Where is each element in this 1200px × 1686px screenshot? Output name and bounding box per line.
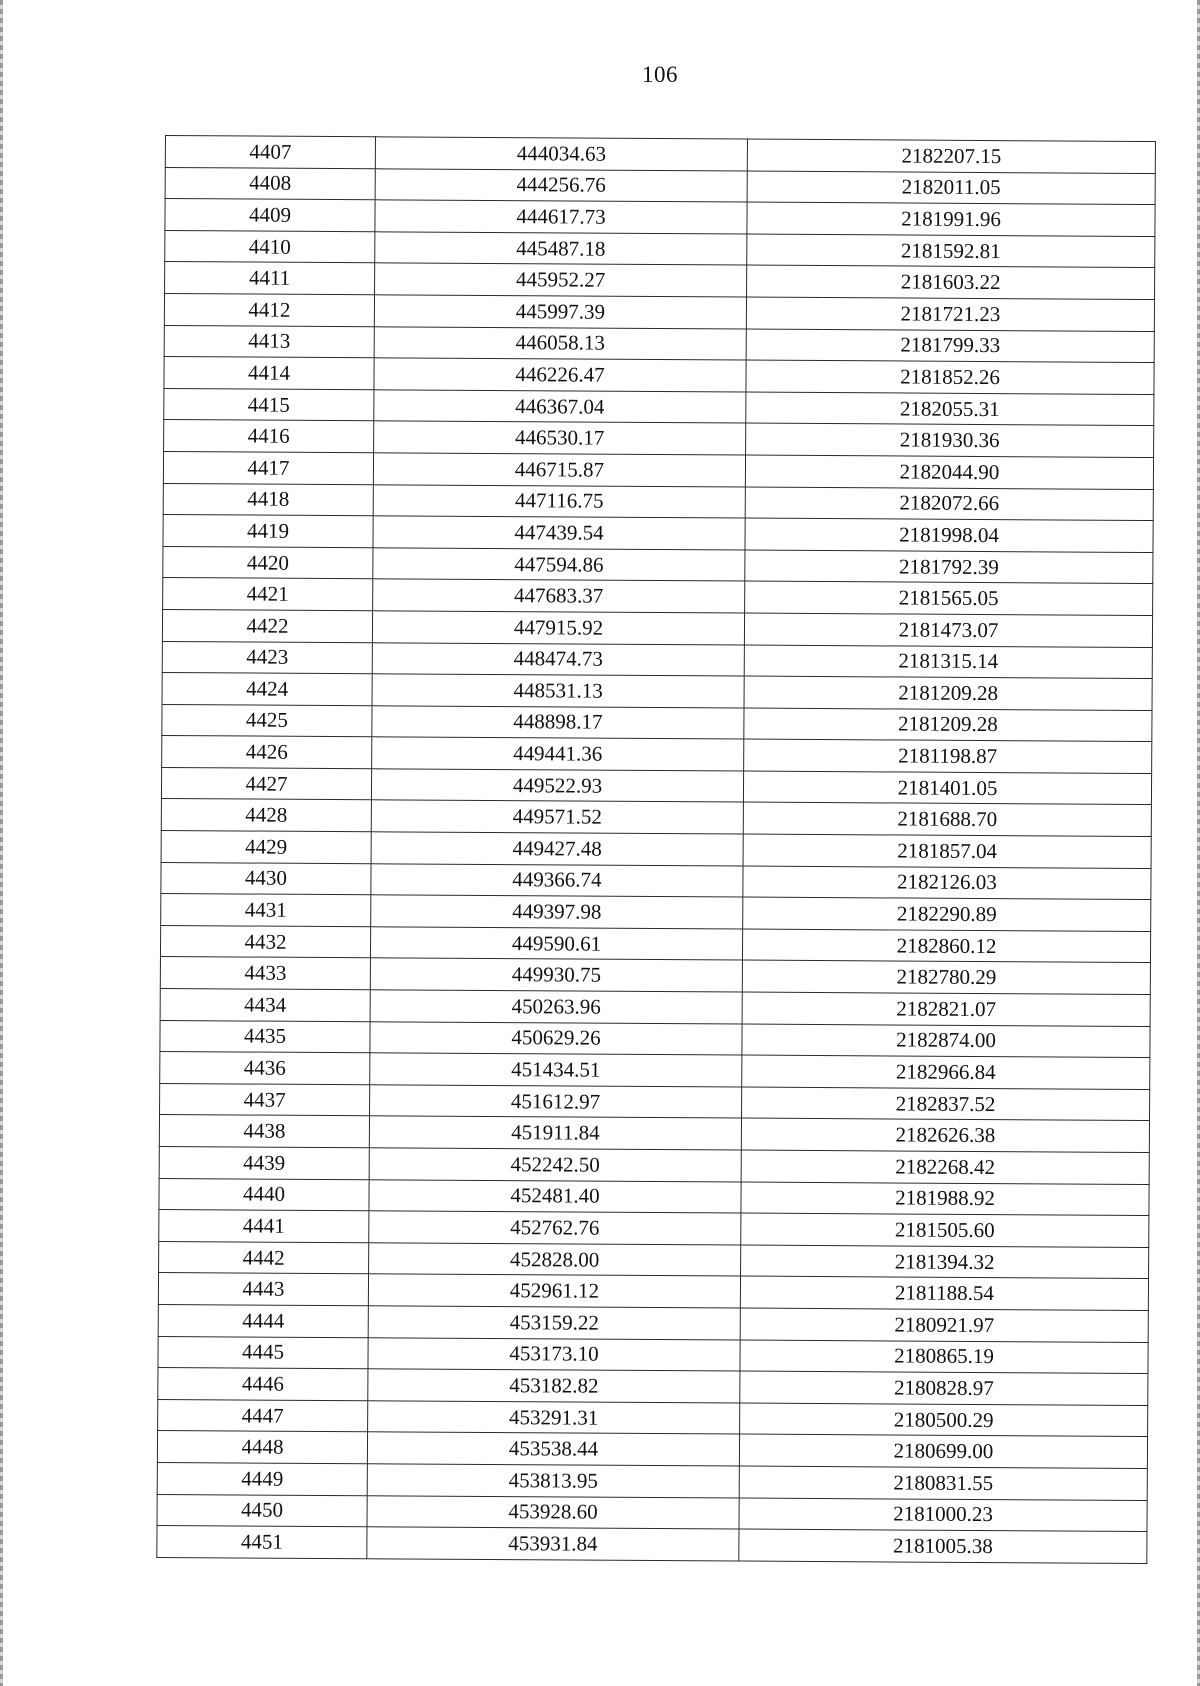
point-id-cell: 4407	[165, 136, 375, 169]
x-coordinate-cell: 450629.26	[370, 1021, 742, 1055]
y-coordinate-cell: 2182044.90	[745, 455, 1153, 489]
y-coordinate-cell: 2182780.29	[742, 960, 1150, 994]
point-id-cell: 4445	[158, 1336, 368, 1369]
x-coordinate-cell: 453813.95	[367, 1464, 739, 1498]
x-coordinate-cell: 452961.12	[368, 1274, 740, 1308]
y-coordinate-cell: 2182011.05	[747, 171, 1155, 205]
x-coordinate-cell: 453173.10	[368, 1337, 740, 1371]
x-coordinate-cell: 445487.18	[375, 232, 747, 266]
x-coordinate-cell: 444256.76	[375, 168, 747, 202]
x-coordinate-cell: 449441.36	[372, 737, 744, 771]
point-id-cell: 4408	[165, 167, 375, 200]
point-id-cell: 4437	[160, 1083, 370, 1116]
x-coordinate-cell: 449397.98	[371, 895, 743, 929]
point-id-cell: 4417	[163, 451, 373, 484]
x-coordinate-cell: 453159.22	[368, 1306, 740, 1340]
point-id-cell: 4447	[158, 1399, 368, 1432]
x-coordinate-cell: 453182.82	[368, 1369, 740, 1403]
y-coordinate-cell: 2181857.04	[743, 834, 1151, 868]
y-coordinate-cell: 2180699.00	[739, 1434, 1147, 1468]
x-coordinate-cell: 453538.44	[367, 1432, 739, 1466]
y-coordinate-cell: 2182626.38	[741, 1118, 1149, 1152]
y-coordinate-cell: 2180500.29	[740, 1403, 1148, 1437]
x-coordinate-cell: 445952.27	[375, 263, 747, 297]
y-coordinate-cell: 2181000.23	[739, 1498, 1147, 1532]
point-id-cell: 4450	[157, 1494, 367, 1527]
y-coordinate-cell: 2181565.05	[745, 581, 1153, 615]
x-coordinate-cell: 448474.73	[372, 642, 744, 676]
x-coordinate-cell: 447683.37	[373, 579, 745, 613]
scan-edge-left	[0, 0, 3, 1686]
y-coordinate-cell: 2181799.33	[746, 329, 1154, 363]
x-coordinate-cell: 451612.97	[370, 1085, 742, 1119]
x-coordinate-cell: 451434.51	[370, 1053, 742, 1087]
x-coordinate-cell: 453928.60	[367, 1495, 739, 1529]
point-id-cell: 4411	[165, 262, 375, 295]
x-coordinate-cell: 449930.75	[370, 958, 742, 992]
y-coordinate-cell: 2181930.36	[746, 423, 1154, 457]
point-id-cell: 4431	[161, 894, 371, 927]
y-coordinate-cell: 2182860.12	[742, 929, 1150, 963]
point-id-cell: 4410	[165, 230, 375, 263]
x-coordinate-cell: 446530.17	[374, 421, 746, 455]
y-coordinate-cell: 2181198.87	[744, 739, 1152, 773]
y-coordinate-cell: 2181592.81	[747, 234, 1155, 268]
x-coordinate-cell: 450263.96	[370, 990, 742, 1024]
y-coordinate-cell: 2181188.54	[740, 1276, 1148, 1310]
y-coordinate-cell: 2181688.70	[743, 803, 1151, 837]
y-coordinate-cell: 2181991.96	[747, 202, 1155, 236]
x-coordinate-cell: 449427.48	[371, 832, 743, 866]
y-coordinate-cell: 2181988.92	[741, 1182, 1149, 1216]
x-coordinate-cell: 449522.93	[371, 769, 743, 803]
y-coordinate-cell: 2181852.26	[746, 360, 1154, 394]
point-id-cell: 4451	[157, 1526, 367, 1559]
y-coordinate-cell: 2180865.19	[740, 1340, 1148, 1374]
point-id-cell: 4423	[162, 641, 372, 674]
y-coordinate-cell: 2182126.03	[743, 866, 1151, 900]
point-id-cell: 4412	[164, 293, 374, 326]
point-id-cell: 4413	[164, 325, 374, 358]
point-id-cell: 4433	[160, 957, 370, 990]
point-id-cell: 4439	[159, 1146, 369, 1179]
y-coordinate-cell: 2180828.97	[740, 1371, 1148, 1405]
y-coordinate-cell: 2181394.32	[741, 1245, 1149, 1279]
y-coordinate-cell: 2181005.38	[739, 1529, 1147, 1563]
y-coordinate-cell: 2182821.07	[742, 992, 1150, 1026]
y-coordinate-cell: 2181792.39	[745, 550, 1153, 584]
point-id-cell: 4427	[161, 767, 371, 800]
coordinate-table-container	[156, 135, 1155, 1564]
point-id-cell: 4428	[161, 799, 371, 832]
y-coordinate-cell: 2181401.05	[743, 771, 1151, 805]
y-coordinate-cell: 2182072.66	[745, 487, 1153, 521]
point-id-cell: 4415	[164, 388, 374, 421]
x-coordinate-cell: 447116.75	[373, 484, 745, 518]
x-coordinate-cell: 448531.13	[372, 674, 744, 708]
y-coordinate-cell: 2181603.22	[747, 265, 1155, 299]
point-id-cell: 4443	[158, 1273, 368, 1306]
y-coordinate-cell: 2182207.15	[747, 139, 1155, 173]
y-coordinate-cell: 2182290.89	[743, 897, 1151, 931]
x-coordinate-cell: 453291.31	[368, 1401, 740, 1435]
y-coordinate-cell: 2180921.97	[740, 1308, 1148, 1342]
x-coordinate-cell: 448898.17	[372, 705, 744, 739]
point-id-cell: 4446	[158, 1368, 368, 1401]
x-coordinate-cell: 452762.76	[369, 1211, 741, 1245]
point-id-cell: 4434	[160, 989, 370, 1022]
x-coordinate-cell: 447915.92	[372, 611, 744, 645]
y-coordinate-cell: 2182966.84	[742, 1055, 1150, 1089]
y-coordinate-cell: 2180831.55	[739, 1466, 1147, 1500]
point-id-cell: 4429	[161, 831, 371, 864]
point-id-cell: 4409	[165, 199, 375, 232]
point-id-cell: 4418	[163, 483, 373, 516]
coordinate-table-body	[157, 136, 1156, 1564]
x-coordinate-cell: 444034.63	[375, 137, 747, 171]
point-id-cell: 4430	[161, 862, 371, 895]
x-coordinate-cell: 452481.40	[369, 1179, 741, 1213]
point-id-cell: 4438	[159, 1115, 369, 1148]
y-coordinate-cell: 2182268.42	[741, 1150, 1149, 1184]
y-coordinate-cell: 2181473.07	[744, 613, 1152, 647]
point-id-cell: 4440	[159, 1178, 369, 1211]
x-coordinate-cell: 446226.47	[374, 358, 746, 392]
point-id-cell: 4424	[162, 673, 372, 706]
point-id-cell: 4441	[159, 1210, 369, 1243]
point-id-cell: 4420	[163, 546, 373, 579]
point-id-cell: 4419	[163, 515, 373, 548]
point-id-cell: 4421	[163, 578, 373, 611]
x-coordinate-cell: 446367.04	[374, 390, 746, 424]
y-coordinate-cell: 2182055.31	[746, 392, 1154, 426]
point-id-cell: 4442	[159, 1241, 369, 1274]
x-coordinate-cell: 447439.54	[373, 516, 745, 550]
y-coordinate-cell: 2181998.04	[745, 518, 1153, 552]
x-coordinate-cell: 451911.84	[369, 1116, 741, 1150]
y-coordinate-cell: 2181505.60	[741, 1213, 1149, 1247]
y-coordinate-cell: 2181209.28	[744, 708, 1152, 742]
point-id-cell: 4416	[164, 420, 374, 453]
x-coordinate-cell: 446058.13	[374, 326, 746, 360]
x-coordinate-cell: 449590.61	[370, 927, 742, 961]
x-coordinate-cell: 452242.50	[369, 1148, 741, 1182]
point-id-cell: 4414	[164, 357, 374, 390]
y-coordinate-cell: 2182837.52	[742, 1087, 1150, 1121]
y-coordinate-cell: 2181209.28	[744, 676, 1152, 710]
y-coordinate-cell: 2181315.14	[744, 645, 1152, 679]
x-coordinate-cell: 449571.52	[371, 800, 743, 834]
x-coordinate-cell: 452828.00	[369, 1243, 741, 1277]
point-id-cell: 4448	[157, 1431, 367, 1464]
table-row	[157, 1526, 1147, 1564]
x-coordinate-cell: 453931.84	[367, 1527, 739, 1561]
point-id-cell: 4432	[160, 925, 370, 958]
point-id-cell: 4436	[160, 1052, 370, 1085]
point-id-cell: 4426	[162, 736, 372, 769]
y-coordinate-cell: 2181721.23	[746, 297, 1154, 331]
point-id-cell: 4449	[157, 1462, 367, 1495]
x-coordinate-cell: 449366.74	[371, 863, 743, 897]
x-coordinate-cell: 446715.87	[373, 453, 745, 487]
x-coordinate-cell: 444617.73	[375, 200, 747, 234]
y-coordinate-cell: 2182874.00	[742, 1024, 1150, 1058]
point-id-cell: 4444	[158, 1304, 368, 1337]
coordinate-table	[156, 135, 1156, 1564]
x-coordinate-cell: 447594.86	[373, 547, 745, 581]
page-number: 106	[642, 62, 678, 87]
point-id-cell: 4435	[160, 1020, 370, 1053]
x-coordinate-cell: 445997.39	[374, 295, 746, 329]
point-id-cell: 4425	[162, 704, 372, 737]
point-id-cell: 4422	[162, 609, 372, 642]
